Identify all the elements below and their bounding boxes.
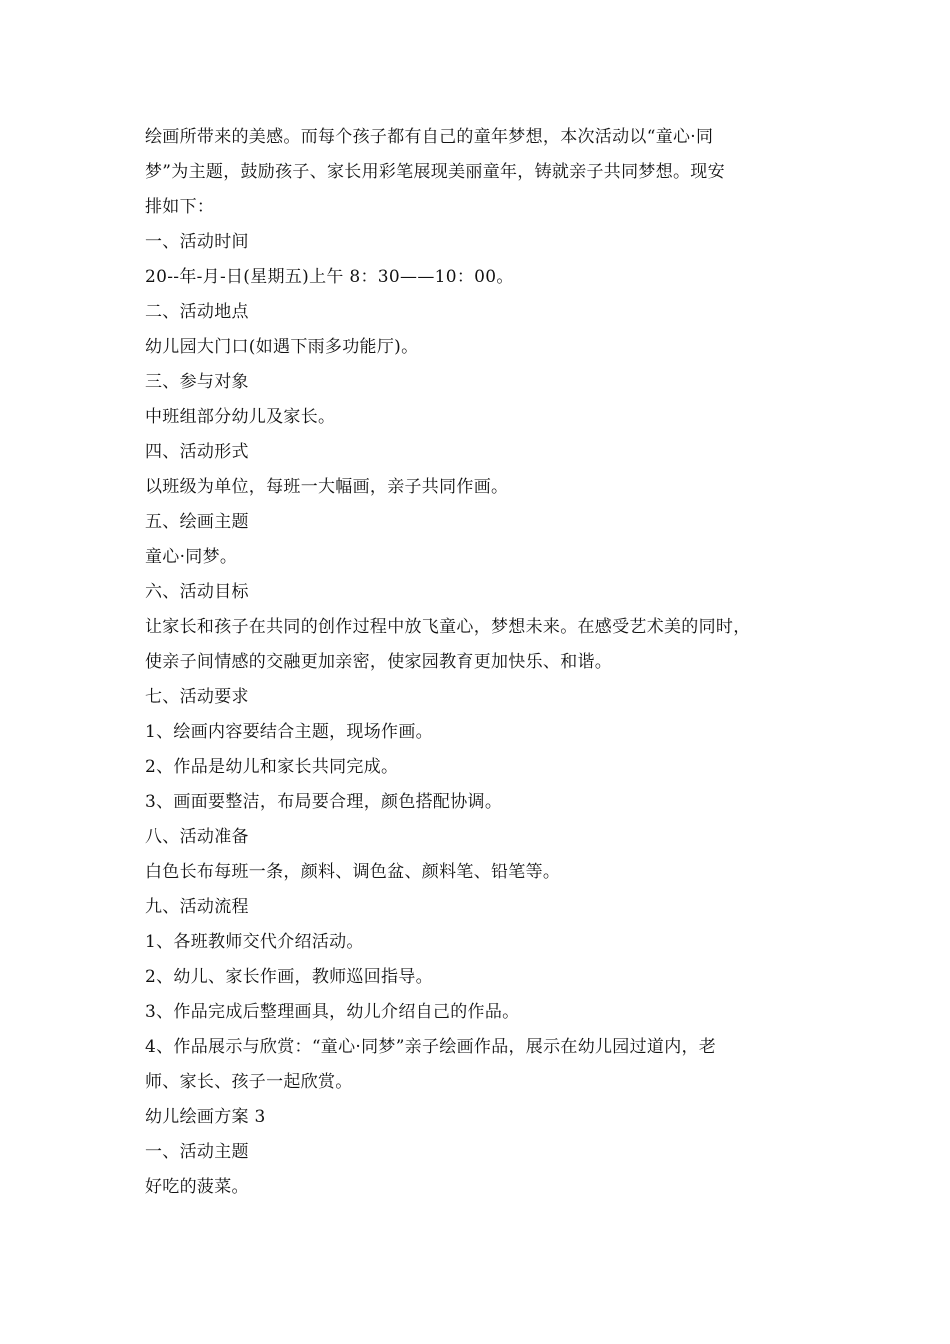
process-item: 1、各班教师交代介绍活动。	[145, 932, 364, 952]
participants-text: 中班组部分幼儿及家长。	[145, 407, 336, 427]
section-heading-goal: 六、活动目标	[145, 582, 249, 602]
paragraph-line: 绘画所带来的美感。而每个孩子都有自己的童年梦想，本次活动以“童心·同	[145, 127, 714, 147]
section-heading-theme: 五、绘画主题	[145, 512, 249, 532]
preparation-text: 白色长布每班一条，颜料、调色盆、颜料笔、铅笔等。	[145, 862, 561, 882]
paragraph-line: 梦”为主题，鼓励孩子、家长用彩笔展现美丽童年，铸就亲子共同梦想。现安	[145, 162, 725, 182]
goal-text-line: 使亲子间情感的交融更加亲密，使家园教育更加快乐、和谐。	[145, 652, 613, 672]
format-text: 以班级为单位，每班一大幅画，亲子共同作画。	[145, 477, 509, 497]
paragraph-line: 排如下：	[145, 197, 215, 217]
theme-text: 童心·同梦。	[145, 547, 238, 567]
plan-title: 幼儿绘画方案 3	[145, 1107, 266, 1127]
section-heading-preparation: 八、活动准备	[145, 827, 249, 847]
section-heading-location: 二、活动地点	[145, 302, 249, 322]
process-item: 2、幼儿、家长作画，教师巡回指导。	[145, 967, 433, 987]
section-heading-topic: 一、活动主题	[145, 1142, 249, 1162]
process-item-continued: 师、家长、孩子一起欣赏。	[145, 1072, 353, 1092]
requirement-item: 2、作品是幼儿和家长共同完成。	[145, 757, 399, 777]
requirement-item: 1、绘画内容要结合主题，现场作画。	[145, 722, 433, 742]
activity-time-text: 20--年-月-日(星期五)上午 8：30——10：00。	[145, 267, 514, 287]
topic-text: 好吃的菠菜。	[145, 1177, 249, 1197]
section-heading-process: 九、活动流程	[145, 897, 249, 917]
section-heading-requirements: 七、活动要求	[145, 687, 249, 707]
process-item: 4、作品展示与欣赏：“童心·同梦”亲子绘画作品，展示在幼儿园过道内，老	[145, 1037, 717, 1057]
section-heading-format: 四、活动形式	[145, 442, 249, 462]
section-heading-time: 一、活动时间	[145, 232, 249, 252]
requirement-item: 3、画面要整洁，布局要合理，颜色搭配协调。	[145, 792, 503, 812]
activity-location-text: 幼儿园大门口(如遇下雨多功能厅)。	[145, 337, 419, 357]
process-item: 3、作品完成后整理画具，幼儿介绍自己的作品。	[145, 1002, 520, 1022]
document-body	[145, 120, 820, 1205]
section-heading-participants: 三、参与对象	[145, 372, 249, 392]
goal-text-line: 让家长和孩子在共同的创作过程中放飞童心，梦想未来。在感受艺术美的同时，	[145, 617, 751, 637]
